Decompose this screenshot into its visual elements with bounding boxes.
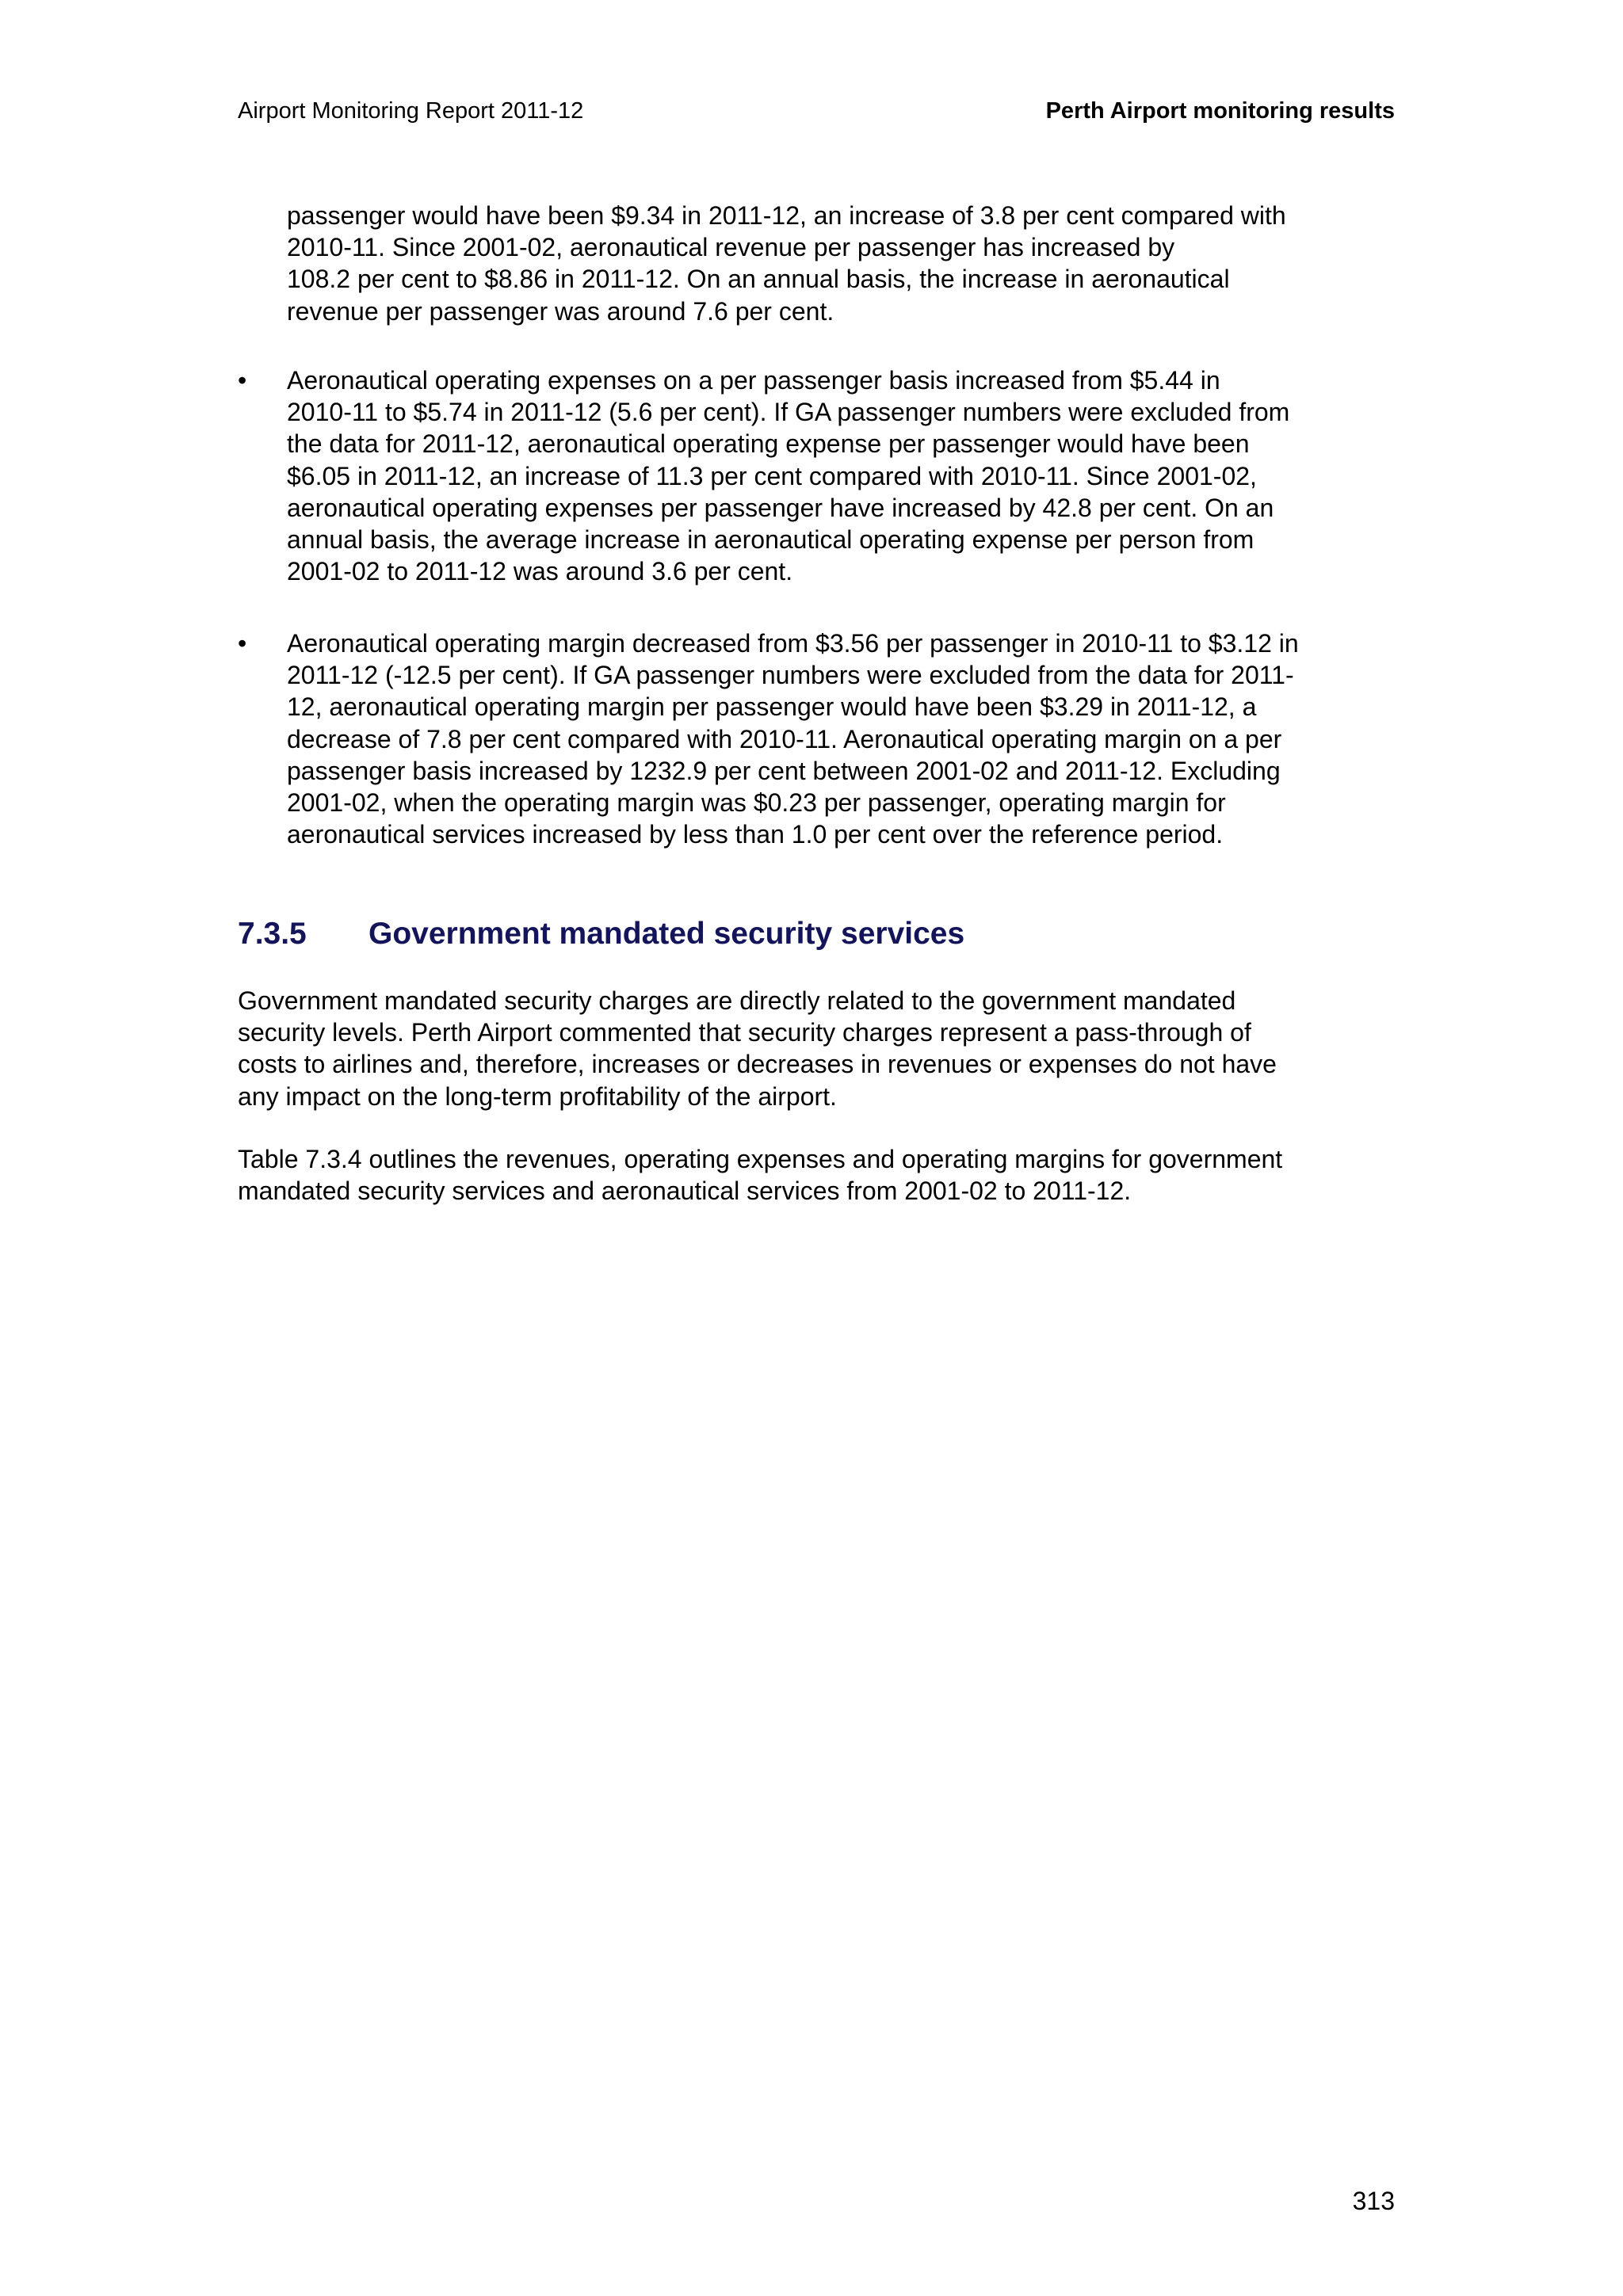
text-line: aeronautical services increased by less than 1.0 per cent over the reference period.: [287, 820, 1224, 849]
text-line: 2011-12 (-12.5 per cent). If GA passenger numbers were excluded from the data for 2011-: [287, 661, 1294, 690]
body-paragraph: [238, 1143, 1395, 1207]
text-line: Aeronautical operating margin decreased from $3.56 per passenger in 2010-11 to $3.12 in: [287, 629, 1299, 658]
running-header-title: Airport Monitoring Report 2011-12: [238, 98, 584, 124]
text-line: 2001-02, when the operating margin was $0.23 per passenger, operating margin for: [287, 788, 1226, 818]
text-line: security levels. Perth Airport commented that security charges represent a pass-through of: [238, 1018, 1251, 1047]
text-line: passenger would have been $9.34 in 2011-12, an increase of 3.8 per cent compared with: [287, 201, 1286, 230]
text-line: Table 7.3.4 outlines the revenues, operating expenses and operating margins for government: [238, 1145, 1283, 1173]
section-number: 7.3.5: [238, 917, 307, 951]
bullet-text: [287, 364, 1396, 587]
text-line: 108.2 per cent to $8.86 in 2011-12. On an annual basis, the increase in aeronautical: [287, 265, 1230, 294]
section-heading: [238, 915, 964, 953]
text-line: any impact on the long-term profitability of the airport.: [238, 1081, 837, 1111]
page-number: 313: [1352, 2187, 1395, 2215]
text-line: 2010-11 to $5.74 in 2011-12 (5.6 per cent). If GA passenger numbers were excluded from: [287, 398, 1290, 427]
text-line: passenger basis increased by 1232.9 per cent between 2001-02 and 2011-12. Excluding: [287, 756, 1281, 785]
text-line: 2001-02 to 2011-12 was around 3.6 per cent.: [287, 557, 793, 586]
text-line: the data for 2011-12, aeronautical operating expense per passenger would have been: [287, 429, 1250, 459]
bullet-marker: •: [238, 366, 247, 395]
text-line: 12, aeronautical operating margin per passenger would have been $3.29 in 2011-12, a: [287, 692, 1257, 722]
text-line: 2010-11. Since 2001-02, aeronautical revenue per passenger has increased by: [287, 233, 1175, 262]
text-line: Government mandated security charges are directly related to the government mandated: [238, 986, 1236, 1015]
section-title: Government mandated security services: [369, 917, 965, 951]
text-line: $6.05 in 2011-12, an increase of 11.3 per cent compared with 2010-11. Since 2001-02,: [287, 461, 1257, 490]
body-paragraph: [238, 985, 1395, 1112]
text-line: costs to airlines and, therefore, increases or decreases in revenues or expenses do not have: [238, 1050, 1277, 1079]
text-line: mandated security services and aeronautical services from 2001-02 to 2011-12.: [238, 1177, 1132, 1206]
text-line: decrease of 7.8 per cent compared with 2010-11. Aeronautical operating margin on a per: [287, 724, 1282, 753]
continuation-paragraph: [287, 200, 1396, 327]
text-line: annual basis, the average increase in aeronautical operating expense per person from: [287, 525, 1254, 555]
text-line: Aeronautical operating expenses on a per passenger basis increased from $5.44 in: [287, 366, 1220, 395]
text-line: aeronautical operating expenses per passenger have increased by 42.8 per cent. On an: [287, 493, 1274, 522]
text-line: revenue per passenger was around 7.6 per cent.: [287, 296, 834, 326]
bullet-text: [287, 627, 1396, 850]
bullet-marker: •: [238, 629, 247, 658]
running-header-section: Perth Airport monitoring results: [1045, 98, 1395, 124]
